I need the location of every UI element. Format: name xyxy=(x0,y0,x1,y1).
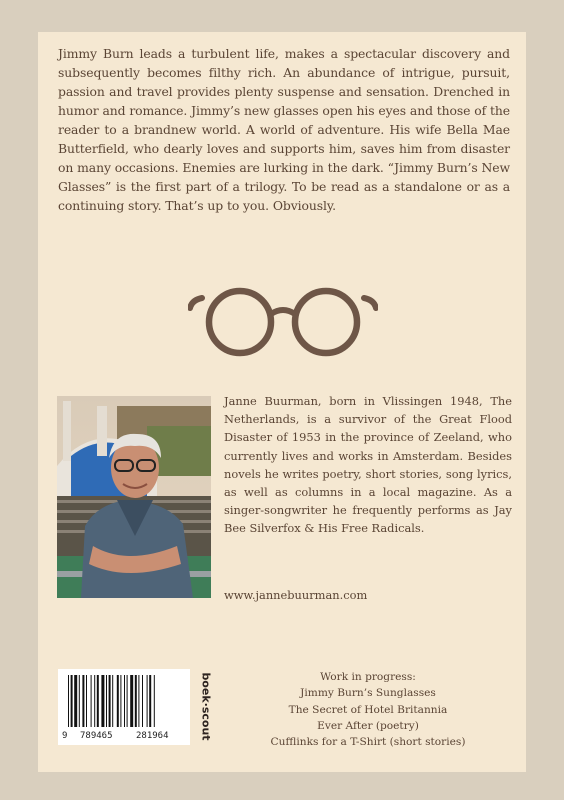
barcode-bar xyxy=(91,675,92,727)
barcode-bar xyxy=(86,675,87,727)
barcode-bar xyxy=(127,675,128,727)
book-blurb: Jimmy Burn leads a turbulent life, makes a spectacular discovery and subsequently becomes filthy rich. An abundance of intrigue, pursuit, passion and travel provides plenty suspense and sensation. Drenched in humor and romance. Jimmy’s new glasses open his eyes and those of the reader to a brandnew world. A world of adventure. His wife Bella Mae Butterfield, who dearly loves and supports him, saves him from disaster on many occasions. Enemies are lurking in the dark. “Jimmy Burn’s New Glasses” is the first part of a trilogy. To be read as a standalone or as a continuing story. That’s up to you. Obviously. xyxy=(58,46,510,213)
publisher-logo xyxy=(196,668,212,748)
barcode-bar xyxy=(68,675,69,727)
barcode-bar xyxy=(82,675,84,727)
barcode-bar xyxy=(117,675,119,727)
barcode-bar xyxy=(106,675,107,727)
barcode-bar xyxy=(94,675,95,727)
barcode-first-digit: 9 xyxy=(62,731,68,741)
barcode-right-digits: 281964 xyxy=(136,731,169,741)
barcode-bar xyxy=(112,675,113,727)
works-item: Cufflinks for a T-Shirt (short stories) xyxy=(270,736,466,749)
round-glasses-icon xyxy=(188,282,378,358)
barcode-bar xyxy=(101,675,104,727)
works-item: The Secret of Hotel Britannia xyxy=(288,703,448,716)
barcode-bar xyxy=(147,675,148,727)
works-item: Ever After (poetry) xyxy=(317,719,419,732)
barcode-bar xyxy=(135,675,137,727)
barcode-bar xyxy=(74,675,77,727)
works-heading: Work in progress: xyxy=(320,671,416,683)
barcode-bar xyxy=(130,675,133,727)
publisher-name: boek·scout xyxy=(199,672,213,741)
author-photo xyxy=(57,396,211,598)
isbn-barcode xyxy=(58,669,190,745)
author-website[interactable]: www.jannebuurman.com xyxy=(224,588,368,602)
barcode-bar xyxy=(109,675,111,727)
barcode-bar xyxy=(120,675,121,727)
barcode-bar xyxy=(138,675,139,727)
barcode-left-digits: 789465 xyxy=(80,731,113,741)
barcode-bar xyxy=(154,675,155,727)
barcode-bar xyxy=(142,675,143,727)
barcode-bar xyxy=(149,675,151,727)
barcode-bar xyxy=(124,675,125,727)
barcode-bar xyxy=(71,675,73,727)
barcode-bar xyxy=(97,675,99,727)
works-item: Jimmy Burn’s Sunglasses xyxy=(300,687,436,700)
author-bio: Janne Buurman, born in Vlissingen 1948, The Netherlands, is a survivor of the Great Flood Disaster of 1953 in the province of Zeeland, who currently lives and works in Amsterdam. Besides novels he writes poetry, short stories, song lyrics, as well as columns in a local magazine. As a singer-songwriter he frequently performs as Jay Bee Silverfox & His Free Radicals. xyxy=(224,394,512,536)
barcode-bar xyxy=(79,675,80,727)
works-in-progress xyxy=(224,669,512,750)
back-cover xyxy=(38,32,526,772)
